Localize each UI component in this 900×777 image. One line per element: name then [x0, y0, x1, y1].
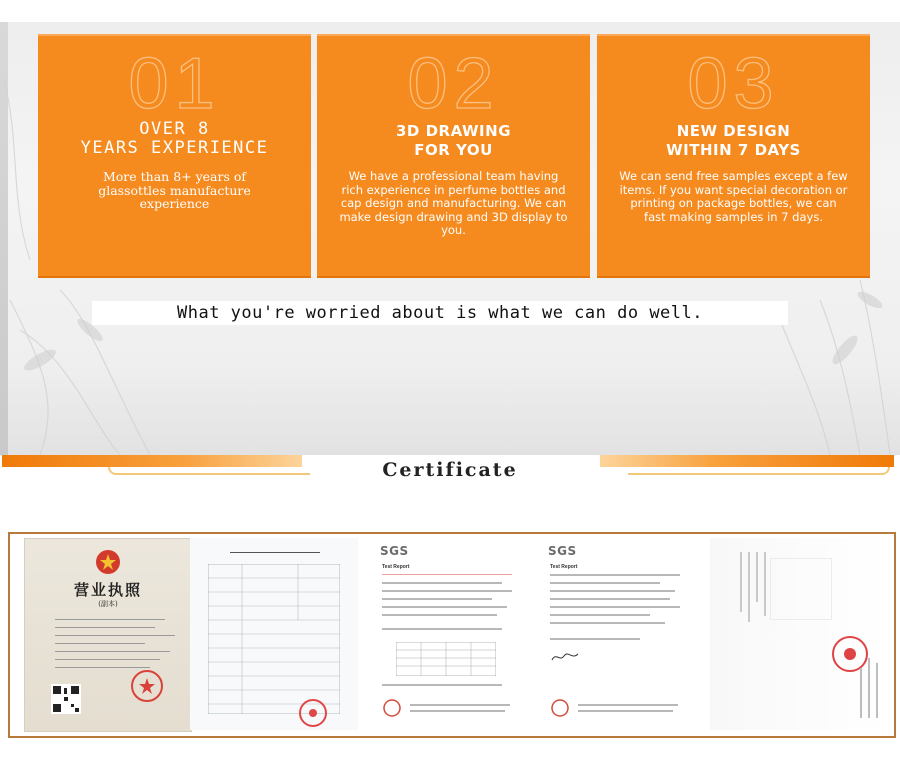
text-line — [550, 614, 650, 616]
text-line — [410, 704, 510, 706]
text-column — [764, 552, 766, 616]
text-column — [756, 552, 758, 602]
feature-card-3d-drawing — [317, 34, 590, 278]
business-license-image[interactable] — [24, 538, 192, 732]
test-report-label: Test Report — [550, 564, 578, 570]
feature-number: 01 — [128, 44, 221, 124]
text-column — [868, 658, 870, 718]
text-column — [748, 552, 750, 622]
top-strip — [0, 0, 900, 22]
feature-card-experience — [38, 34, 311, 278]
feature-card-new-design — [597, 34, 870, 278]
certificate-gallery — [8, 532, 896, 738]
form-table — [208, 564, 340, 714]
sgs-seal-icon — [550, 698, 570, 718]
registration-form-image[interactable] — [190, 538, 358, 730]
tagline: What you're worried about is what we can do well. — [92, 301, 788, 325]
sgs-seal-icon — [382, 698, 402, 718]
text-line — [550, 606, 680, 608]
test-report-label: Test Report — [382, 564, 410, 570]
text-line — [382, 598, 492, 600]
feature-title: 3D DRAWING FOR YOU — [395, 122, 512, 159]
red-stamp-icon — [298, 698, 328, 728]
text-line — [550, 622, 665, 624]
text-line — [550, 574, 680, 576]
watermark — [770, 558, 832, 620]
text-line — [550, 638, 640, 640]
text-column — [876, 663, 878, 718]
text-line — [382, 684, 502, 686]
text-line — [382, 628, 502, 630]
text-line — [382, 590, 512, 592]
feature-body: We can send free samples except a few items. If you want special decoration or printing on package bottles, we can fast making samples in 7 days. — [619, 169, 848, 224]
text-line — [578, 710, 673, 712]
text-line — [550, 582, 660, 584]
text-line — [410, 710, 505, 712]
certificate-heading: Certificate — [382, 459, 518, 481]
text-line — [55, 635, 175, 636]
text-line — [578, 704, 678, 706]
red-seal-icon — [130, 669, 164, 703]
sgs-report-2-image[interactable] — [540, 538, 690, 730]
text-line — [55, 667, 150, 668]
feature-body: More than 8+ years of glassottles manufacture experience — [98, 169, 251, 211]
license-subtitle: (副本) — [98, 600, 118, 608]
feature-body: We have a professional team having rich experience in perfume bottles and cap design and manufacturing. We can make design drawing and 3D display to you. — [339, 169, 568, 237]
text-line — [55, 627, 155, 628]
text-line — [550, 590, 675, 592]
divider-bar-right — [600, 455, 894, 467]
qr-code-icon — [51, 684, 81, 714]
feature-title: NEW DESIGN WITHIN 7 DAYS — [666, 122, 801, 159]
text-line — [382, 614, 497, 616]
feature-title: OVER 8 YEARS EXPERIENCE — [80, 119, 269, 158]
sgs-logo: SGS — [380, 544, 409, 558]
text-line — [55, 619, 165, 620]
text-line — [382, 574, 512, 575]
results-table — [396, 642, 496, 676]
feature-number: 03 — [687, 44, 780, 124]
text-line — [55, 659, 160, 660]
license-title: 营业执照 — [73, 581, 142, 599]
divider-underline-left — [108, 467, 310, 475]
national-emblem-icon — [95, 549, 121, 575]
form-title-line — [230, 552, 320, 553]
text-column — [740, 552, 742, 612]
certificate-document-image[interactable] — [710, 538, 888, 730]
divider-underline-right — [628, 467, 890, 475]
sgs-logo: SGS — [548, 544, 577, 558]
text-line — [382, 582, 502, 584]
divider-bar-left — [2, 455, 302, 467]
feature-number: 02 — [407, 44, 500, 124]
red-seal-icon — [830, 634, 870, 674]
text-line — [55, 651, 170, 652]
left-band — [0, 22, 8, 455]
sgs-report-1-image[interactable] — [372, 538, 522, 730]
text-line — [550, 598, 670, 600]
signature-icon — [550, 650, 580, 664]
text-column — [860, 668, 862, 718]
text-line — [382, 606, 507, 608]
text-line — [55, 643, 145, 644]
